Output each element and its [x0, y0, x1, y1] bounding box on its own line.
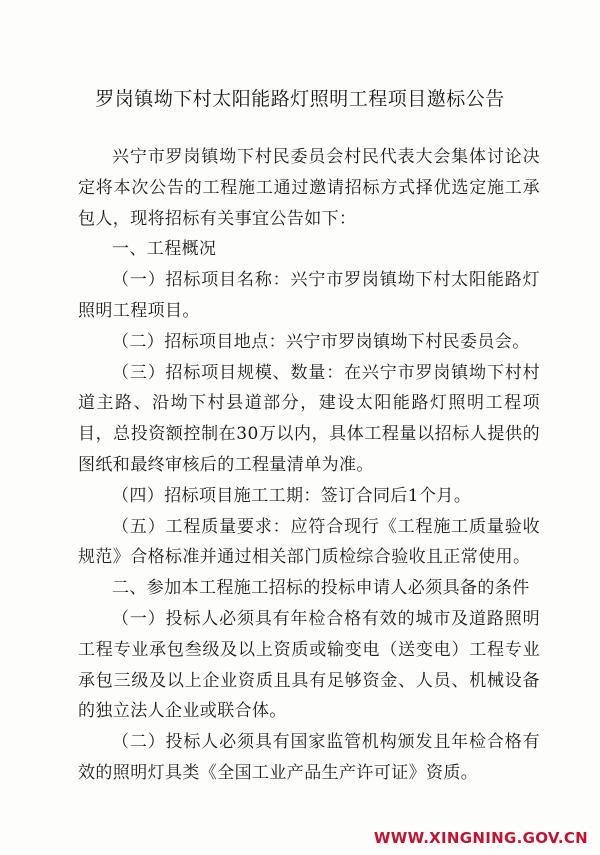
paragraph-project-duration: （四）招标项目施工工期：签订合同后1个月。 [112, 485, 472, 506]
paragraph-project-location: （二）招标项目地点：兴宁市罗岗镇坳下村民委员会。 [112, 331, 530, 352]
document-title: 罗岗镇坳下村太阳能路灯照明工程项目邀标公告 [95, 88, 505, 110]
paragraph-project-name: （一）招标项目名称：兴宁市罗岗镇坳下村太阳能路灯照明工程项目。 [78, 270, 540, 321]
paragraph-condition-qualification: （一）投标人必须具有年检合格有效的城市及道路照明工程专业承包叁级及以上资质或输变电（送变电）工程专业承包三级及以上企业资质且具有足够资金、人员、机械设备的独立法人企业或联合体。 [78, 608, 540, 722]
section-heading-bidder-conditions: 二、参加本工程施工招标的投标申请人必须具备的条件 [112, 578, 530, 599]
document-body [78, 142, 540, 789]
paragraph-condition-license: （二）投标人必须具有国家监管机构颁发且年检合格有效的照明灯具类《全国工业产品生产许可证》资质。 [78, 732, 540, 783]
paragraph-intro: 兴宁市罗岗镇坳下村民委员会村民代表大会集体讨论决定将本次公告的工程施工通过邀请招标方式择优选定施工承包人，现将招标有关事宜公告如下： [78, 147, 540, 229]
website-watermark: WWW.XINGNING.GOV.CN [373, 829, 588, 847]
section-heading-project-overview: 一、工程概况 [112, 239, 217, 260]
paragraph-project-scale: （三）招标项目规模、数量：在兴宁市罗岗镇坳下村村道主路、沿坳下村县道部分，建设太阳能路灯照明工程项目，总投资额控制在30万以内，具体工程量以招标人提供的图纸和最终审核后的工程量清单为准。 [78, 362, 540, 475]
paragraph-quality-requirement: （五）工程质量要求：应符合现行《工程施工质量验收规范》合格标准并通过相关部门质检综合验收且正常使用。 [78, 516, 540, 568]
